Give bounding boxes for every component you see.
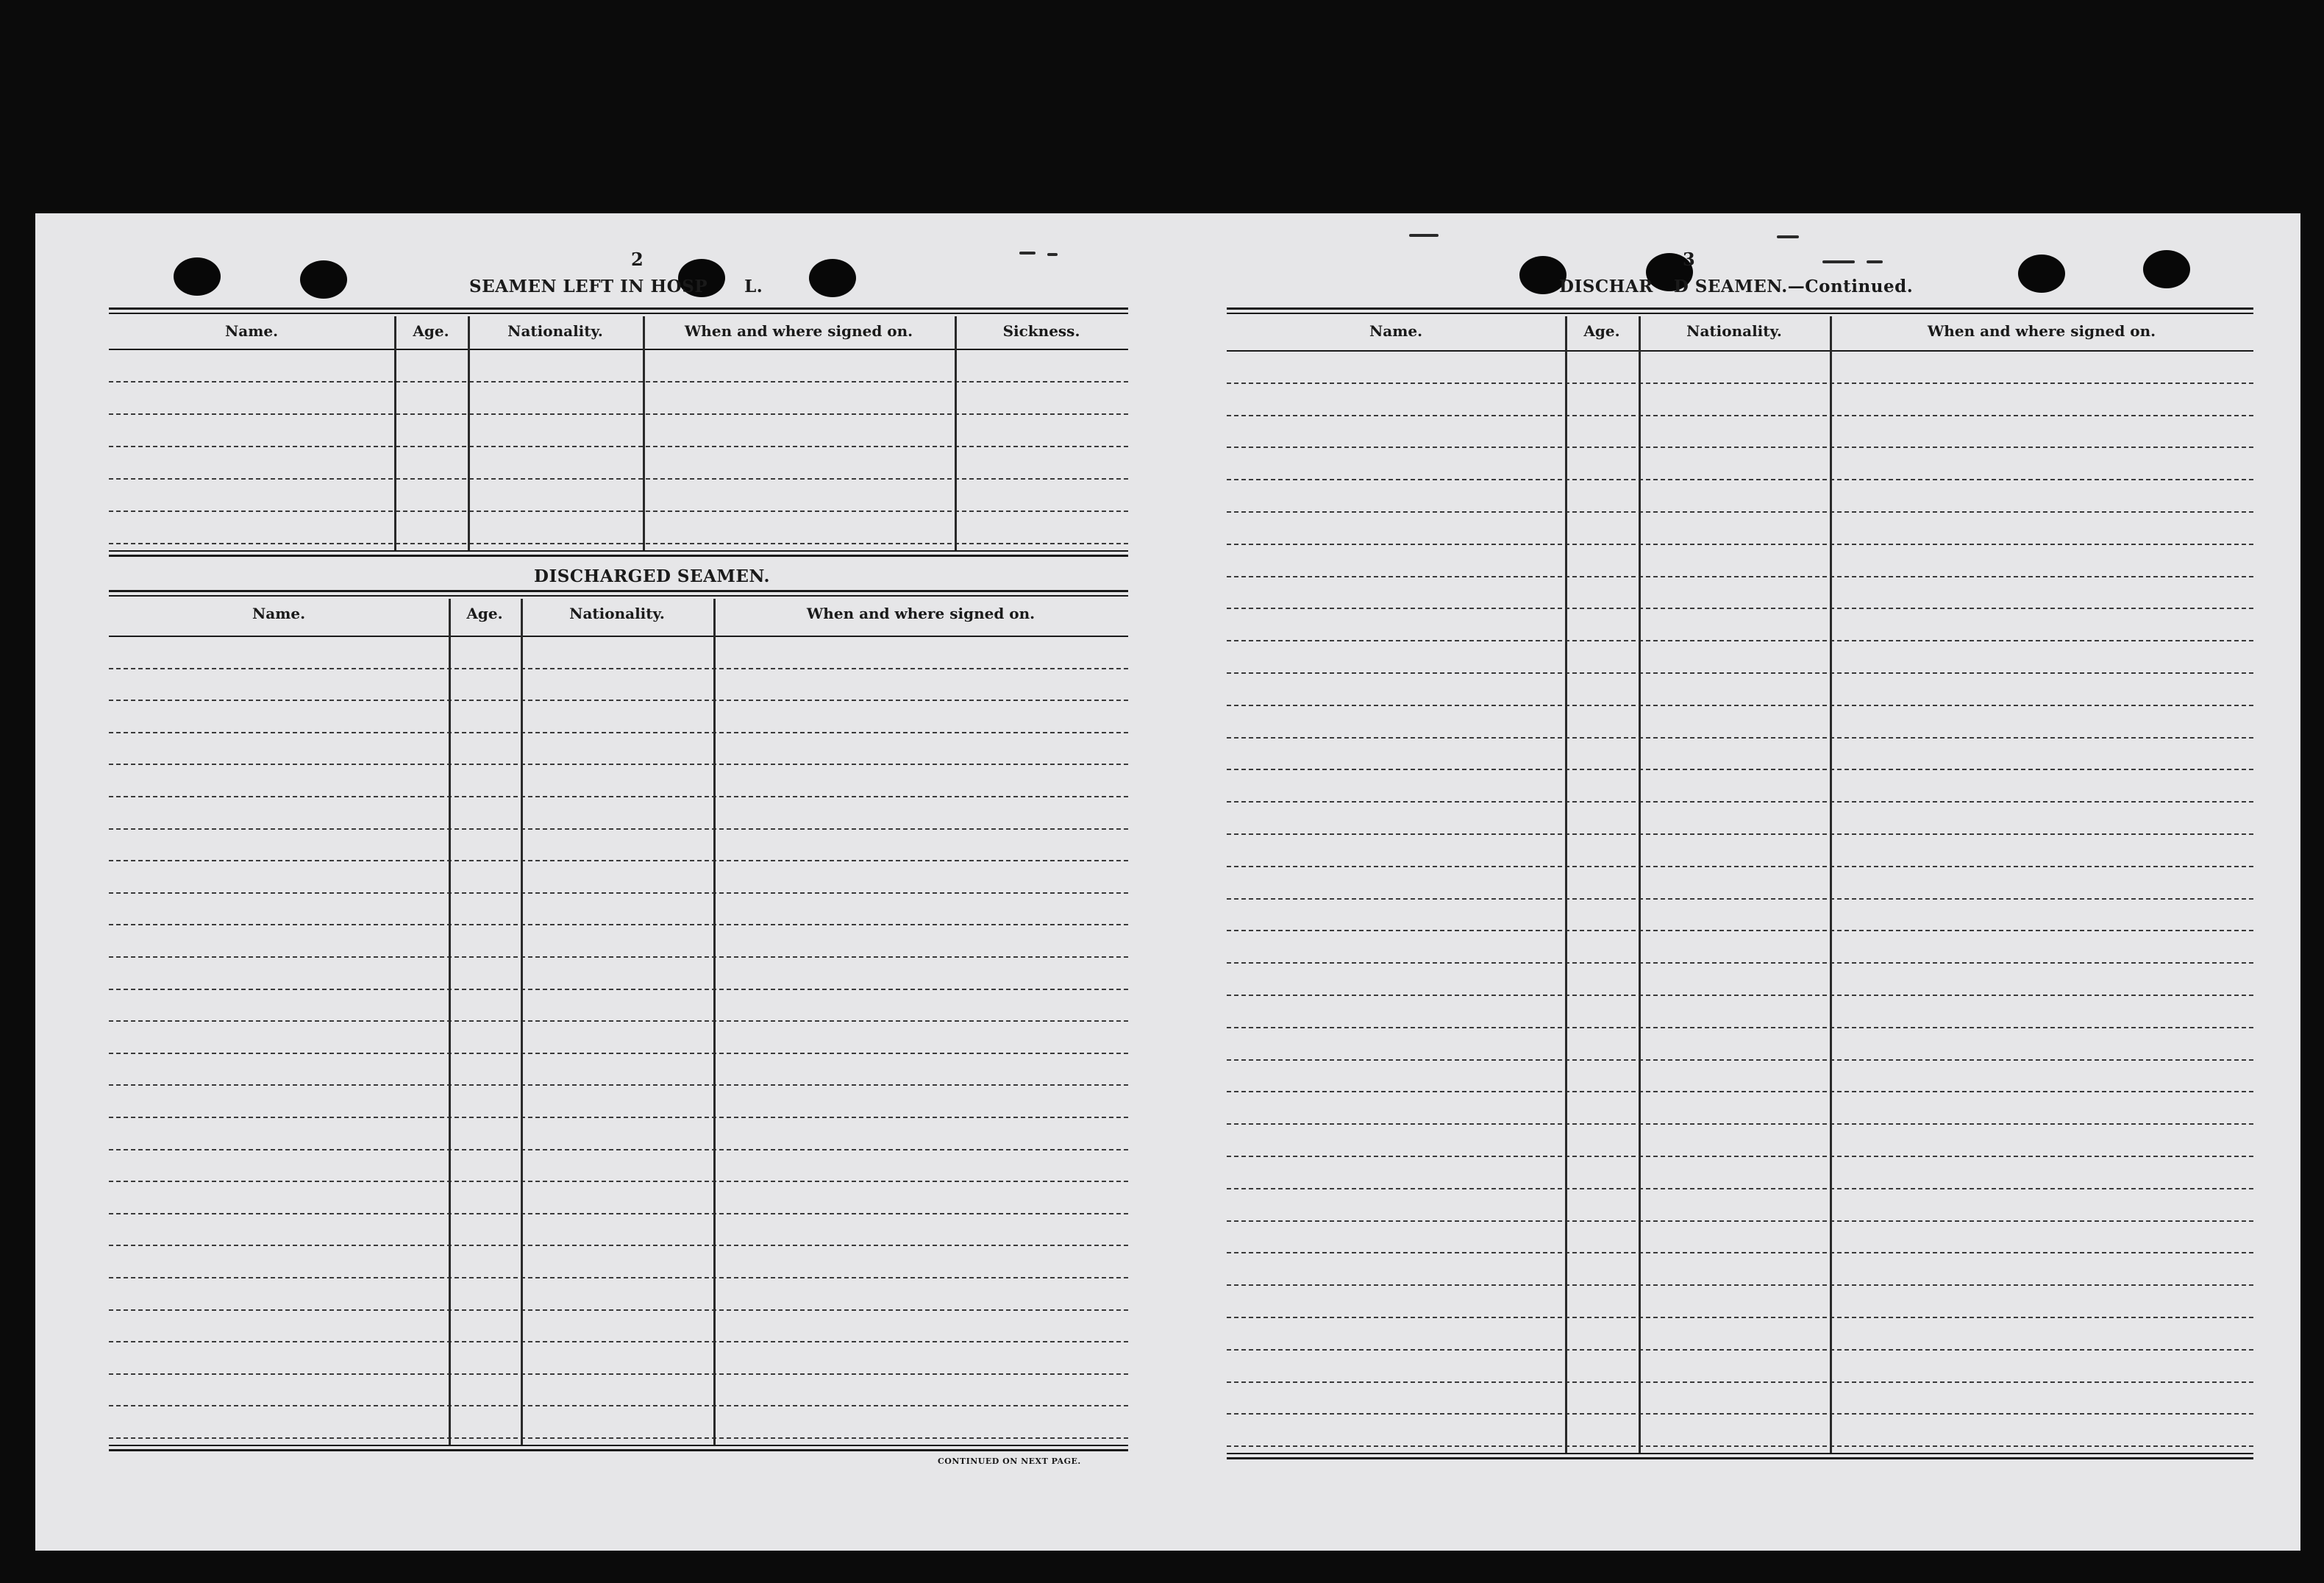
table-bottom-rule bbox=[109, 555, 1128, 557]
entry-row-line bbox=[1227, 1123, 2253, 1125]
entry-row-line bbox=[1227, 1349, 2253, 1351]
entry-row-line bbox=[109, 892, 1128, 894]
table-bottom-rule bbox=[109, 550, 1128, 552]
entry-row-line bbox=[1227, 1413, 2253, 1415]
entry-row-line bbox=[1227, 833, 2253, 835]
column-divider bbox=[1639, 316, 1641, 1453]
discharged-continued-title bbox=[1559, 277, 1913, 296]
entry-row-line bbox=[1227, 1284, 2253, 1286]
entry-row-line bbox=[1227, 1220, 2253, 1222]
entry-row-line bbox=[1227, 801, 2253, 803]
entry-row-line bbox=[1227, 1156, 2253, 1157]
header-rule bbox=[109, 349, 1128, 350]
column-header: Sickness. bbox=[1002, 322, 1080, 340]
table-top-rule bbox=[1227, 307, 2253, 310]
discharged-table-left bbox=[109, 590, 1128, 1473]
entry-row-line bbox=[109, 478, 1128, 480]
entry-row-line bbox=[1227, 737, 2253, 739]
column-divider bbox=[955, 316, 957, 550]
entry-row-line bbox=[1227, 1188, 2253, 1189]
header-rule bbox=[1227, 350, 2253, 352]
entry-row-line bbox=[109, 700, 1128, 701]
entry-row-line bbox=[1227, 447, 2253, 448]
table-top-rule bbox=[109, 313, 1128, 314]
column-divider bbox=[449, 599, 451, 1445]
column-header: Age. bbox=[466, 605, 503, 622]
column-divider bbox=[394, 316, 396, 550]
entry-row-line bbox=[1227, 930, 2253, 931]
column-header: Name. bbox=[252, 605, 306, 622]
continued-title-text: D SEAMEN.—Continued. bbox=[1673, 277, 1914, 296]
entry-row-line bbox=[1227, 1252, 2253, 1253]
table-bottom-rule bbox=[1227, 1457, 2253, 1459]
column-header: Nationality. bbox=[507, 322, 603, 340]
table-top-rule bbox=[109, 590, 1128, 592]
entry-row-line bbox=[109, 828, 1128, 830]
hospital-title-text: SEAMEN LEFT IN HOSP bbox=[469, 277, 708, 296]
entry-row-line bbox=[109, 511, 1128, 512]
ink-mark bbox=[1867, 260, 1883, 263]
entry-row-line bbox=[109, 1437, 1128, 1439]
column-header: Name. bbox=[1369, 322, 1423, 340]
header-rule bbox=[109, 636, 1128, 637]
entry-row-line bbox=[109, 796, 1128, 797]
entry-row-line bbox=[1227, 1059, 2253, 1061]
entry-row-line bbox=[109, 1053, 1128, 1054]
entry-row-line bbox=[109, 860, 1128, 861]
entry-row-line bbox=[1227, 705, 2253, 706]
column-divider bbox=[468, 316, 470, 550]
table-top-rule bbox=[109, 307, 1128, 310]
entry-row-line bbox=[109, 413, 1128, 415]
entry-row-line bbox=[109, 381, 1128, 383]
entry-row-line bbox=[109, 1117, 1128, 1118]
entry-row-line bbox=[1227, 1091, 2253, 1092]
entry-row-line bbox=[1227, 511, 2253, 513]
column-divider bbox=[713, 599, 716, 1445]
hospital-section-title bbox=[469, 277, 763, 296]
entry-row-line bbox=[1227, 640, 2253, 641]
entry-row-line bbox=[109, 1373, 1128, 1375]
entry-row-line bbox=[1227, 608, 2253, 609]
entry-row-line bbox=[109, 668, 1128, 669]
entry-row-line bbox=[109, 1020, 1128, 1022]
entry-row-line bbox=[109, 543, 1128, 544]
table-top-rule bbox=[1227, 313, 2253, 314]
entry-row-line bbox=[1227, 672, 2253, 674]
column-header: Age. bbox=[1583, 322, 1620, 340]
hospital-title-tail: L. bbox=[744, 277, 763, 296]
column-header: Age. bbox=[413, 322, 449, 340]
entry-row-line bbox=[109, 764, 1128, 765]
entry-row-line bbox=[109, 956, 1128, 958]
column-header: Nationality. bbox=[1686, 322, 1782, 340]
left-page bbox=[109, 213, 1128, 1508]
entry-row-line bbox=[1227, 1381, 2253, 1383]
column-header: When and where signed on. bbox=[1927, 322, 2156, 340]
entry-row-line bbox=[109, 1405, 1128, 1406]
column-header: Nationality. bbox=[569, 605, 665, 622]
ink-mark bbox=[1019, 252, 1036, 255]
entry-row-line bbox=[1227, 383, 2253, 384]
entry-row-line bbox=[109, 1181, 1128, 1182]
table-top-rule bbox=[109, 595, 1128, 597]
entry-row-line bbox=[109, 732, 1128, 733]
column-header: When and where signed on. bbox=[806, 605, 1036, 622]
discharged-table-right bbox=[1227, 307, 2253, 1455]
page-number: 2 bbox=[631, 249, 644, 270]
entry-row-line bbox=[1227, 1027, 2253, 1028]
ink-mark bbox=[1047, 253, 1058, 256]
column-header: When and where signed on. bbox=[684, 322, 913, 340]
table-bottom-rule bbox=[1227, 1453, 2253, 1454]
page-number: 3 bbox=[1683, 249, 1695, 270]
entry-row-line bbox=[1227, 769, 2253, 770]
entry-row-line bbox=[1227, 415, 2253, 416]
entry-row-line bbox=[1227, 866, 2253, 867]
document-sheet bbox=[35, 213, 2300, 1551]
entry-row-line bbox=[109, 1341, 1128, 1342]
continued-title-head: DISCHAR bbox=[1559, 277, 1653, 296]
ink-mark bbox=[1822, 260, 1855, 263]
entry-row-line bbox=[1227, 962, 2253, 964]
column-divider bbox=[1830, 316, 1832, 1453]
entry-row-line bbox=[1227, 576, 2253, 577]
entry-row-line bbox=[109, 1149, 1128, 1150]
column-header: Name. bbox=[224, 322, 279, 340]
ink-mark bbox=[1409, 234, 1439, 237]
continued-footnote: CONTINUED ON NEXT PAGE. bbox=[938, 1456, 1081, 1466]
table-bottom-rule bbox=[109, 1449, 1128, 1451]
discharged-section-title: DISCHARGED SEAMEN. bbox=[534, 566, 770, 586]
entry-row-line bbox=[1227, 1317, 2253, 1318]
entry-row-line bbox=[109, 1084, 1128, 1086]
entry-row-line bbox=[109, 446, 1128, 447]
entry-row-line bbox=[109, 1245, 1128, 1246]
entry-row-line bbox=[109, 1277, 1128, 1278]
column-divider bbox=[643, 316, 645, 550]
entry-row-line bbox=[109, 1309, 1128, 1311]
entry-row-line bbox=[109, 924, 1128, 925]
entry-row-line bbox=[1227, 544, 2253, 545]
entry-row-line bbox=[109, 1213, 1128, 1214]
entry-row-line bbox=[1227, 995, 2253, 996]
entry-row-line bbox=[1227, 1445, 2253, 1447]
entry-row-line bbox=[109, 989, 1128, 990]
column-divider bbox=[1565, 316, 1567, 1453]
ink-mark bbox=[1777, 235, 1799, 238]
entry-row-line bbox=[1227, 479, 2253, 480]
column-divider bbox=[521, 599, 523, 1445]
entry-row-line bbox=[1227, 898, 2253, 900]
right-page bbox=[1227, 213, 2253, 1508]
table-bottom-rule bbox=[109, 1445, 1128, 1446]
